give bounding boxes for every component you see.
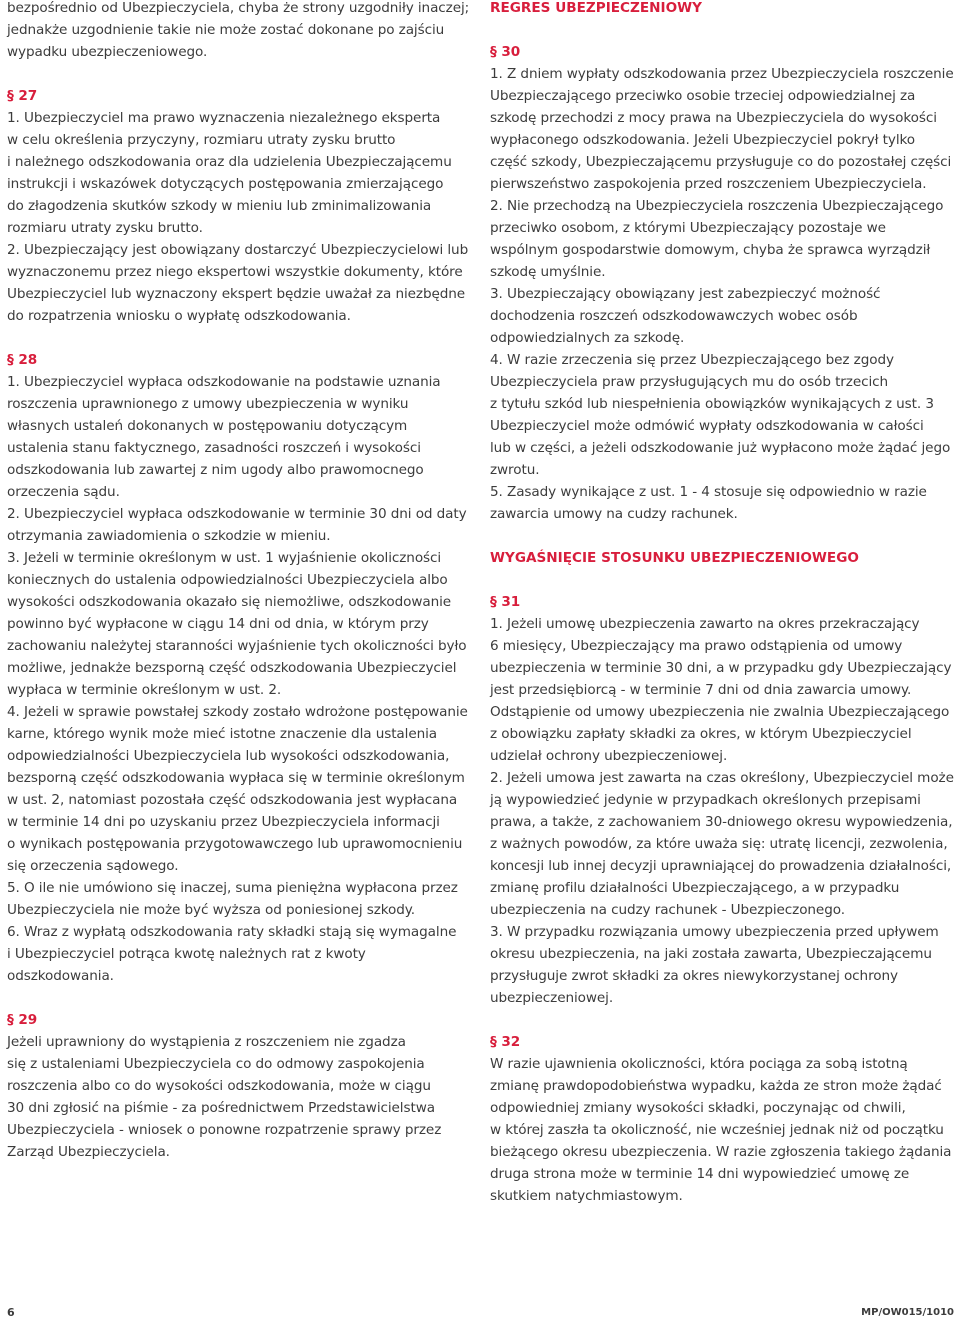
text-line: odpowiedniej zmiany wysokości składki, poczynając od chwili, [490, 1100, 906, 1116]
text-line: część szkody, Ubezpieczającemu przysługuje co do pozostałej części [490, 154, 952, 170]
spacer [7, 327, 477, 349]
text-line: Jeżeli uprawniony do wystąpienia z roszczeniem nie zgadza [7, 1034, 406, 1050]
text-line: W razie ujawnienia okoliczności, która pociąga za sobą istotną [490, 1056, 908, 1072]
text-line: odszkodowania. [7, 968, 114, 984]
text-line: wypłaconego odszkodowania. Jeżeli Ubezpieczyciel pokrył tylko [490, 132, 915, 148]
text-line: 3. Ubezpieczający obowiązany jest zabezpieczyć możność [490, 286, 881, 302]
text-line: 1. Ubezpieczyciel wypłaca odszkodowanie na podstawie uznania [7, 374, 441, 390]
text-line: wypłaca w terminie określonym w ust. 2. [7, 682, 282, 698]
text-line: w której zaszła ta okoliczność, nie wcześniej jednak niż od początku [490, 1122, 944, 1138]
text-line: możliwe, jednakże bezsporną część odszkodowania Ubezpieczyciel [7, 660, 457, 676]
text-line: własnych ustaleń dokonanych w postępowaniu dotyczącym [7, 418, 408, 434]
text-line: 2. Jeżeli umowa jest zawarta na czas określony, Ubezpieczyciel może [490, 770, 954, 786]
text-line: ubezpieczenia w terminie 30 dni, a w przypadku gdy Ubezpieczający [490, 660, 952, 676]
section-number: § 27 [7, 88, 38, 104]
text-line: 2. Ubezpieczający jest obowiązany dostarczyć Ubezpieczycielowi lub [7, 242, 469, 258]
text-line: w terminie 14 dni po uzyskaniu przez Ubezpieczyciela informacji [7, 814, 440, 830]
text-line: Zarząd Ubezpieczyciela. [7, 1144, 170, 1160]
text-line: z obowiązku zapłaty składki za okres, w którym Ubezpieczyciel [490, 726, 912, 742]
text-line: roszczenia albo co do wysokości odszkodowania, może w ciągu [7, 1078, 431, 1094]
text-line: zawarcia umowy na cudzy rachunek. [490, 506, 738, 522]
text-line: wspólnym gospodarstwie domowym, chyba że sprawca wyrządził [490, 242, 931, 258]
text-line: zwrotu. [490, 462, 540, 478]
text-line: koncesji lub innej decyzji uprawniającej do prowadzenia działalności, [490, 858, 952, 874]
text-line: prawa, a także, z zachowaniem 30-dniowego okresu wypowiedzenia, [490, 814, 953, 830]
text-line: instrukcji i wskazówek dotyczących postępowania zmierzającego [7, 176, 444, 192]
text-line: powinno być wypłacone w ciągu 14 dni od dnia, w którym przy [7, 616, 429, 632]
text-line: orzeczenia sądu. [7, 484, 120, 500]
document-code: MP/OW015/1010 [861, 1307, 954, 1318]
text-line: Ubezpieczającego przeciwko osobie trzeciej odpowiedzialnej za [490, 88, 916, 104]
text-line: 6 miesięcy, Ubezpieczający ma prawo odstąpienia od umowy [490, 638, 903, 654]
text-line: 3. Jeżeli w terminie określonym w ust. 1 wyjaśnienie okoliczności [7, 550, 442, 566]
text-line: 30 dni zgłosić na piśmie - za pośrednictwem Przedstawicielstwa [7, 1100, 435, 1116]
spacer [7, 63, 477, 85]
text-line: odpowiedzialnych za szkodę. [490, 330, 685, 346]
text-line: 2. Ubezpieczyciel wypłaca odszkodowanie w terminie 30 dni od daty [7, 506, 467, 522]
text-line: przeciwko osobom, z którymi Ubezpieczający pozostaje we [490, 220, 886, 236]
text-line: Ubezpieczyciel może odmówić wypłaty odszkodowania w całości [490, 418, 924, 434]
text-line: 4. Jeżeli w sprawie powstałej szkody zostało wdrożone postępowanie [7, 704, 468, 720]
text-line: 6. Wraz z wypłatą odszkodowania raty składki stają się wymagalne [7, 924, 457, 940]
text-line: w ust. 2, natomiast pozostała część odszkodowania jest wypłacana [7, 792, 458, 808]
text-line: skutkiem natychmiastowym. [490, 1188, 683, 1204]
text-line: zmianę profilu działalności Ubezpieczającego, a w przypadku [490, 880, 900, 896]
text-line: 1. Jeżeli umowę ubezpieczenia zawarto na okres przekraczający [490, 616, 920, 632]
section-heading: WYGAŚNIĘCIE STOSUNKU UBEZPIECZENIOWEGO [490, 550, 859, 566]
text-line: dochodzenia roszczeń odszkodowawczych wobec osób [490, 308, 858, 324]
text-line: ubezpieczeniowej. [490, 990, 614, 1006]
spacer [490, 1009, 960, 1031]
section-number: § 32 [490, 1034, 521, 1050]
text-line: do rozpatrzenia wniosku o wypłatę odszkodowania. [7, 308, 351, 324]
text-line: rozmiaru utraty zysku brutto. [7, 220, 203, 236]
left-column [7, 0, 477, 1163]
spacer [490, 569, 960, 591]
text-line: 2. Nie przechodzą na Ubezpieczyciela roszczenia Ubezpieczającego [490, 198, 944, 214]
section-number: § 28 [7, 352, 38, 368]
text-line: 4. W razie zrzeczenia się przez Ubezpieczającego bez zgody [490, 352, 894, 368]
text-line: ustalenia stanu faktycznego, zasadności roszczeń i wysokości [7, 440, 421, 456]
text-line: okresu ubezpieczenia, na jaki została zawarta, Ubezpieczającemu [490, 946, 932, 962]
text-line: bezpośrednio od Ubezpieczyciela, chyba że strony uzgodniły inaczej; [7, 0, 470, 16]
text-line: otrzymania zawiadomienia o szkodzie w mieniu. [7, 528, 331, 544]
spacer [7, 987, 477, 1009]
text-line: lub w części, a jeżeli odszkodowanie już wypłacono może żądać jego [490, 440, 951, 456]
section-number: § 30 [490, 44, 521, 60]
text-line: bieżącego okresu ubezpieczenia. W razie zgłoszenia takiego żądania [490, 1144, 952, 1160]
text-line: 3. W przypadku rozwiązania umowy ubezpieczenia przed upływem [490, 924, 939, 940]
text-line: zachowaniu należytej staranności wyjaśnienie tych okoliczności było [7, 638, 467, 654]
text-line: jest przedsiębiorcą - w terminie 7 dni od dnia zawarcia umowy. [490, 682, 912, 698]
text-line: szkodę umyślnie. [490, 264, 606, 280]
text-line: 1. Z dniem wypłaty odszkodowania przez Ubezpieczyciela roszczenie [490, 66, 954, 82]
text-line: odszkodowania lub zawartej z nim ugody albo prawomocnego [7, 462, 424, 478]
text-line: przysługuje zwrot składki za okres niewykorzystanej ochrony [490, 968, 898, 984]
text-line: Ubezpieczyciela - wniosek o ponowne rozpatrzenie sprawy przez [7, 1122, 442, 1138]
text-line: 5. Zasady wynikające z ust. 1 - 4 stosuje się odpowiednio w razie [490, 484, 927, 500]
section-number: § 29 [7, 1012, 38, 1028]
text-line: z tytułu szkód lub niespełnienia obowiązków wynikających z ust. 3 [490, 396, 934, 412]
page-number: 6 [7, 1306, 15, 1319]
text-line: udzielał ochrony ubezpieczeniowej. [490, 748, 728, 764]
text-line: Odstąpienie od umowy ubezpieczenia nie zwalnia Ubezpieczającego [490, 704, 950, 720]
text-line: druga strona może w terminie 14 dni wypowiedzieć umowę ze [490, 1166, 910, 1182]
text-line: o wynikach postępowania przygotowawczego lub uprawomocnieniu [7, 836, 463, 852]
text-line: i Ubezpieczyciel potrąca kwotę należnych rat z kwoty [7, 946, 366, 962]
text-line: się z ustaleniami Ubezpieczyciela co do odmowy zaspokojenia [7, 1056, 425, 1072]
text-line: Ubezpieczyciela nie może być wyższa od poniesionej szkody. [7, 902, 416, 918]
right-column [490, 0, 960, 1207]
spacer [490, 525, 960, 547]
text-line: wysokości odszkodowania okazało się niemożliwe, odszkodowanie [7, 594, 452, 610]
text-line: pierwszeństwo zaspokojenia przed roszczeniem Ubezpieczyciela. [490, 176, 927, 192]
text-line: jednakże uzgodnienie takie nie może zostać dokonane po zajściu [7, 22, 445, 38]
text-line: ją wypowiedzieć jedynie w przypadkach określonych przepisami [490, 792, 921, 808]
text-line: z ważnych powodów, za które uważa się: utratę licencji, zezwolenia, [490, 836, 948, 852]
text-line: ubezpieczenia na cudzy rachunek - Ubezpieczonego. [490, 902, 845, 918]
text-line: 1. Ubezpieczyciel ma prawo wyznaczenia niezależnego eksperta [7, 110, 441, 126]
text-line: Ubezpieczyciela praw przysługujących mu do osób trzecich [490, 374, 889, 390]
text-line: Ubezpieczyciel lub wyznaczony ekspert będzie uważał za niezbędne [7, 286, 466, 302]
text-line: i należnego odszkodowania oraz dla udzielenia Ubezpieczającemu [7, 154, 452, 170]
section-heading: REGRES UBEZPIECZENIOWY [490, 0, 702, 16]
text-line: bezsporną część odszkodowania wypłaca się w terminie określonym [7, 770, 465, 786]
text-line: koniecznych do ustalenia odpowiedzialności Ubezpieczyciela albo [7, 572, 448, 588]
text-line: wypadku ubezpieczeniowego. [7, 44, 208, 60]
text-line: szkodę przechodzi z mocy prawa na Ubezpieczyciela do wysokości [490, 110, 937, 126]
text-line: do złagodzenia skutków szkody w mieniu lub zminimalizowania [7, 198, 432, 214]
text-line: w celu określenia przyczyny, rozmiaru utraty zysku brutto [7, 132, 396, 148]
text-line: 5. O ile nie umówiono się inaczej, suma pieniężna wypłacona przez [7, 880, 458, 896]
text-line: karne, którego wynik może mieć istotne znaczenie dla ustalenia [7, 726, 438, 742]
text-line: zmianę prawdopodobieństwa wypadku, każda ze stron może żądać [490, 1078, 942, 1094]
text-line: wyznaczonemu przez niego ekspertowi wszystkie dokumenty, które [7, 264, 463, 280]
text-line: odpowiedzialności Ubezpieczyciela lub wysokości odszkodowania, [7, 748, 450, 764]
text-line: roszczenia uprawnionego z umowy ubezpieczenia w wyniku [7, 396, 409, 412]
spacer [490, 19, 960, 41]
text-line: się orzeczenia sądowego. [7, 858, 179, 874]
section-number: § 31 [490, 594, 521, 610]
